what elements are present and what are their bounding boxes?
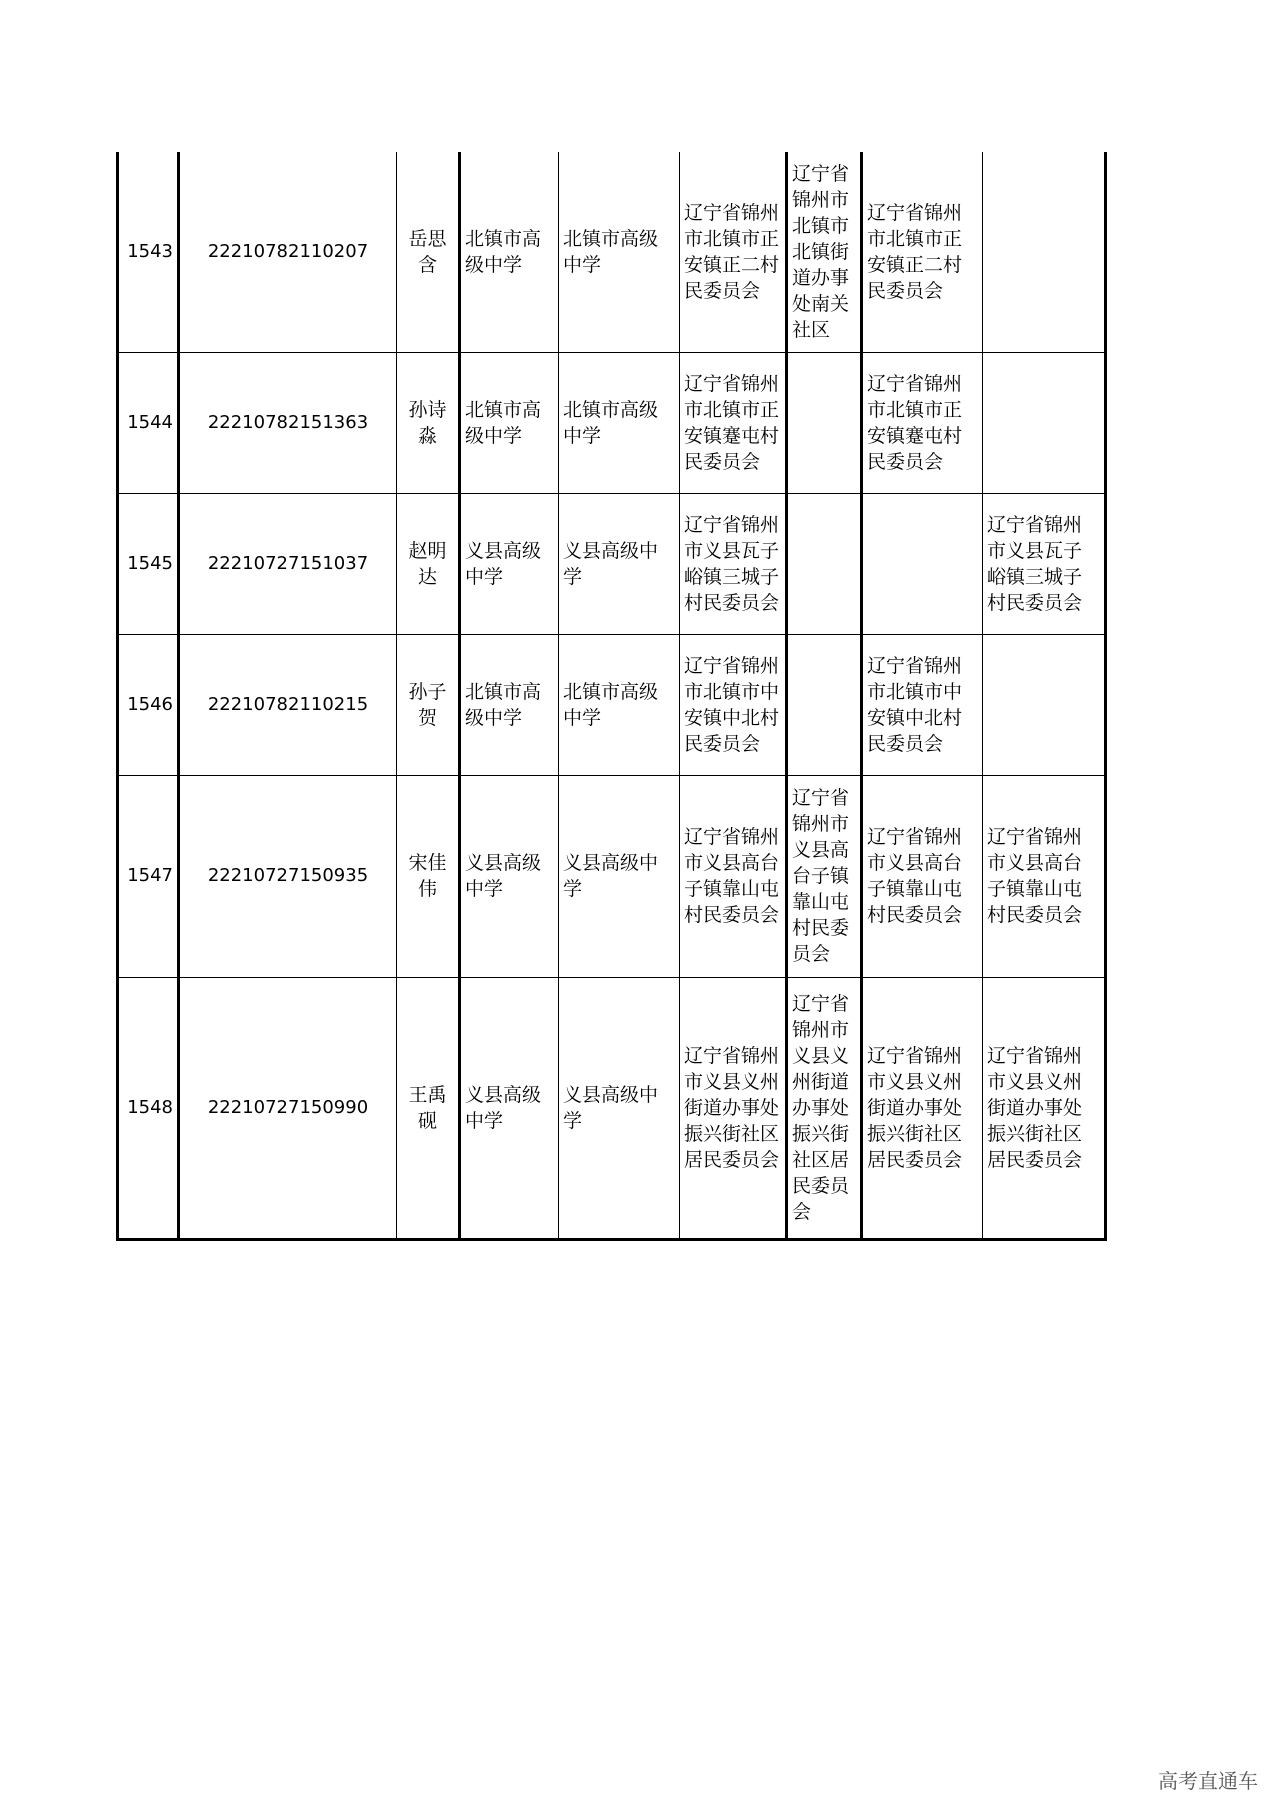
residence-address-cell: 辽宁省锦州市义县义州街道办事处振兴街社区居民委员会 [787,977,862,1239]
table-row [118,152,1106,352]
residence-address-cell: 辽宁省锦州市义县高台子镇靠山屯村民委员会 [787,775,862,977]
seq-cell: 1545 [118,493,179,634]
exam-number-cell: 22210782110215 [179,634,397,775]
household-address-cell: 辽宁省锦州市北镇市正安镇正二村民委员会 [680,152,787,352]
residence-address-cell [787,634,862,775]
household-address-cell: 辽宁省锦州市北镇市中安镇中北村民委员会 [680,634,787,775]
household-address-cell: 辽宁省锦州市义县义州街道办事处振兴街社区居民委员会 [680,977,787,1239]
table-row [118,775,1106,977]
exam-number-cell: 22210727150990 [179,977,397,1239]
guardian-residence-cell: 辽宁省锦州市义县义州街道办事处振兴街社区居民委员会 [983,977,1106,1239]
name-cell: 孙诗淼 [397,352,460,493]
guardian-household-cell: 辽宁省锦州市北镇市中安镇中北村民委员会 [862,634,983,775]
guardian-residence-cell [983,152,1106,352]
table-row [118,493,1106,634]
guardian-residence-cell: 辽宁省锦州市义县瓦子峪镇三城子村民委员会 [983,493,1106,634]
residence-address-cell [787,352,862,493]
graduate-school-cell: 义县高级中学 [559,775,680,977]
guardian-household-cell: 辽宁省锦州市北镇市正安镇蹇屯村民委员会 [862,352,983,493]
graduate-school-cell: 北镇市高级中学 [559,152,680,352]
household-address-cell: 辽宁省锦州市义县瓦子峪镇三城子村民委员会 [680,493,787,634]
graduate-school-cell: 义县高级中学 [559,493,680,634]
guardian-household-cell: 辽宁省锦州市义县义州街道办事处振兴街社区居民委员会 [862,977,983,1239]
seq-cell: 1547 [118,775,179,977]
table-row [118,634,1106,775]
graduate-school-cell: 北镇市高级中学 [559,352,680,493]
exam-number-cell: 22210782151363 [179,352,397,493]
school-cell: 义县高级中学 [460,493,559,634]
graduate-school-cell: 北镇市高级中学 [559,634,680,775]
seq-cell: 1546 [118,634,179,775]
student-table [116,152,1107,1241]
household-address-cell: 辽宁省锦州市义县高台子镇靠山屯村民委员会 [680,775,787,977]
seq-cell: 1543 [118,152,179,352]
guardian-residence-cell: 辽宁省锦州市义县高台子镇靠山屯村民委员会 [983,775,1106,977]
seq-cell: 1548 [118,977,179,1239]
watermark-text: 高考直通车 [1158,1769,1258,1793]
graduate-school-cell: 义县高级中学 [559,977,680,1239]
guardian-household-cell [862,493,983,634]
residence-address-cell [787,493,862,634]
school-cell: 义县高级中学 [460,977,559,1239]
name-cell: 岳思含 [397,152,460,352]
exam-number-cell: 22210727150935 [179,775,397,977]
school-cell: 北镇市高级中学 [460,152,559,352]
exam-number-cell: 22210782110207 [179,152,397,352]
guardian-household-cell: 辽宁省锦州市北镇市正安镇正二村民委员会 [862,152,983,352]
guardian-residence-cell [983,352,1106,493]
school-cell: 义县高级中学 [460,775,559,977]
guardian-household-cell: 辽宁省锦州市义县高台子镇靠山屯村民委员会 [862,775,983,977]
exam-number-cell: 22210727151037 [179,493,397,634]
name-cell: 王禹砚 [397,977,460,1239]
school-cell: 北镇市高级中学 [460,352,559,493]
name-cell: 宋佳伟 [397,775,460,977]
name-cell: 孙子贺 [397,634,460,775]
household-address-cell: 辽宁省锦州市北镇市正安镇蹇屯村民委员会 [680,352,787,493]
table-row [118,352,1106,493]
guardian-residence-cell [983,634,1106,775]
residence-address-cell: 辽宁省锦州市北镇市北镇街道办事处南关社区 [787,152,862,352]
seq-cell: 1544 [118,352,179,493]
school-cell: 北镇市高级中学 [460,634,559,775]
table-row [118,977,1106,1239]
name-cell: 赵明达 [397,493,460,634]
